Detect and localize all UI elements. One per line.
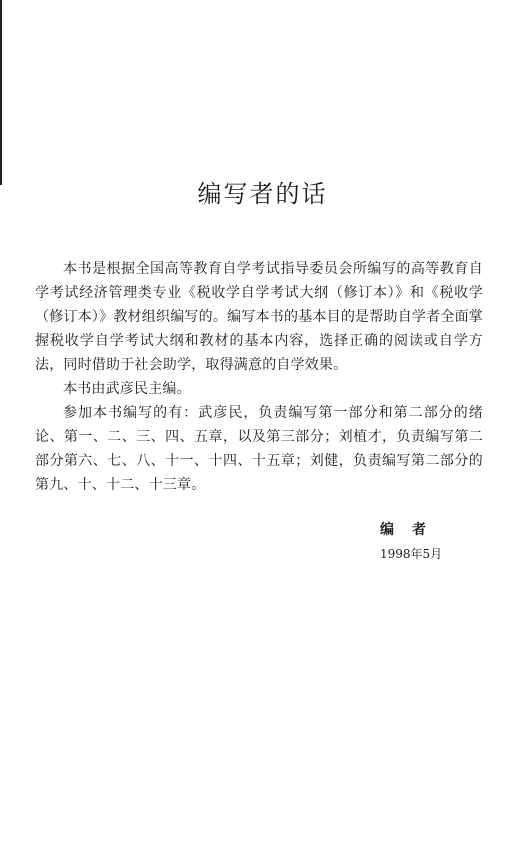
paragraph-purpose: 本书是根据全国高等教育自学考试指导委员会所编写的高等教育自学考试经济管理类专业《税收学自学考试大纲（修订本）》和《税收学（修订本）》教材组织编写的。编写本书的基本目的是帮助自学者全面掌握税收学自学考试大纲和教材的基本内容，选择正确的阅读或自学方法，同时借助于社会助学，取得满意的自学效果。: [35, 261, 483, 373]
paragraph-editor: 本书由武彦民主编。: [63, 381, 191, 397]
page-edge-rule: [0, 0, 2, 185]
signature-date: 1998年5月: [380, 547, 443, 561]
paragraph-contributors: 参加本书编写的有：武彦民，负责编写第一部分和第二部分的绪论、第一、二、三、四、五章，以及第三部分；刘植才，负责编写第二部分第六、七、八、十一、十四、十五章；刘健，负责编写第二部分的第九、十、十二、十三章。: [35, 405, 483, 493]
page-title: 编写者的话: [197, 180, 328, 208]
signature-author: 编者: [380, 522, 444, 538]
body-text: [35, 257, 483, 497]
